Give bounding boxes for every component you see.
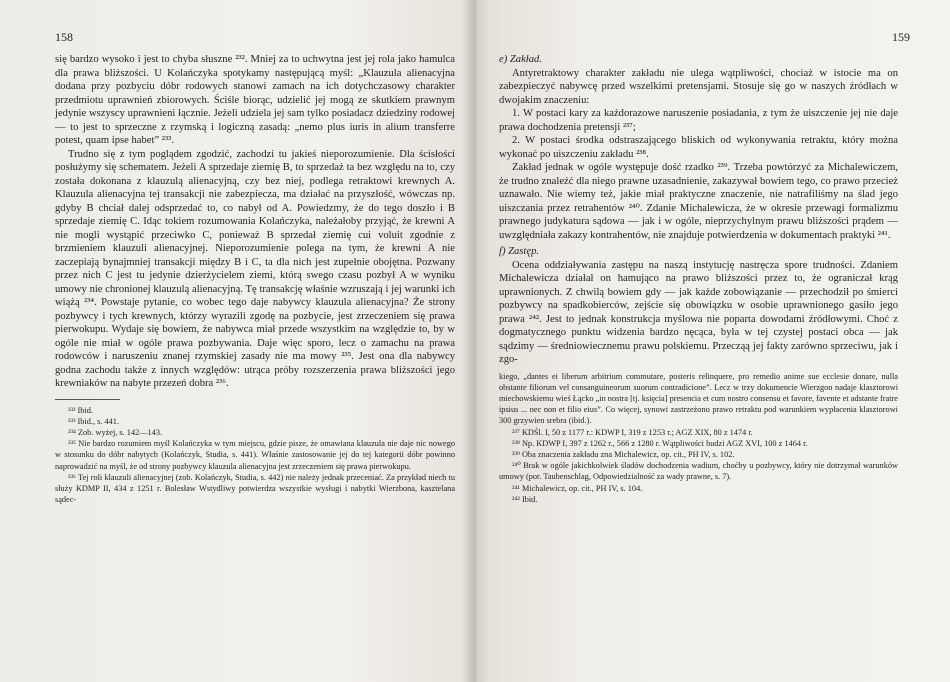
footnote: ²³⁵ Nie bardzo rozumiem myśl Kolańczyka w tym miejscu, gdzie pisze, że omawiana klauzula nie daje nic nowego w stosunku do dóbr nabytych (Kolańczyk, Studia, s. 441). Właśnie zastosowanie jej do tej kategorii dóbr powinno naprowadzić na myśl, że od strony pozbywcy klauzula alienacyjna jest zrzeczeniem się prawa pierwokupu. bbox=[55, 439, 455, 471]
page-number: 158 bbox=[55, 30, 73, 44]
footnote: ²³⁹ Oba znaczenia zakładu zna Michalewicz, op. cit., PH IV, s. 102. bbox=[512, 449, 735, 459]
footnote-divider bbox=[55, 399, 120, 400]
footnote: kiego, „dantes ei liberum arbitrium commutare, posteris relinquere, pro remedio anime sue ecclesie donare, nulla obstante filiorum vel consanguineorum suorum contradicione”. Lecz w trzy dokumencie Wierzgon nadaje klasztorowi miechowskiemu wieś Łącko „in nostra [tj. księcia] presencia et cum nostro consensu et favore, favente et adstante fratre ipsius ... nec non et filio eius”. Co więcej, synowi zastrzeżono prawo retraktu pod warunkiem wypłacenia klasztorowi 300 grzywien srebra (ibid.). bbox=[499, 371, 898, 426]
paragraph: się bardzo wysoko i jest to chyba słuszne ²³². Mniej za to uchwytna jest jej rola jako hamulca dla prawa bliższości. U Kolańczyka spotykamy następującą myśl: „Klauzula alienacyjna dodana przy pozbyciu dóbr rodowych stanowi zamach na ich dotychczasowy charakter przedmiotu uprawnień zbiorowych. Ściśle biorąc, udzielić jej mogą ze skutkiem prawnym jedynie wszyscy uprawnieni łącznie. Jeżeli udziela jej sam tylko posiadacz dziedziny rodowej — to jest to sprzeczne z rzymską i logiczną zasadą: „nemo plus iuris in alium transferre potest, quam ipse habet” ²³³. bbox=[55, 54, 455, 146]
footnote: ²³⁶ Tej roli klauzuli alienacyjnej (zob. Kolańczyk, Studia, s. 442) nie należy jednak przeceniać. Za przykład niech tu służy KDMP II, 434 z 1251 r. Bolesław Wstydliwy potwierdza wszystkie wysługi i nabytki Wierzbona, kasztelana sądec- bbox=[55, 472, 455, 505]
paragraph: 1. W postaci kary za każdorazowe naruszenie posiadania, z tym że uiszczenie jej nie daje prawa dochodzenia pretensji ²³⁷; bbox=[499, 108, 898, 133]
footnotes bbox=[499, 371, 898, 505]
footnote: ²³³ Ibid., s. 441. bbox=[68, 416, 120, 426]
page-body bbox=[499, 53, 898, 367]
paragraph: Trudno się z tym poglądem zgodzić, zachodzi tu jakieś nieporozumienie. Dla ścisłości posłużymy się schematem. Jeżeli A sprzedaje ziemię B, to sprzedaż ta bez względu na to, czy została dokonana z klauzulą alienacyjną, czy bez niej, podlega retraktowi krewnych A. Klauzula alienacyjna tej transakcji nie zabezpiecza, ma działać na przyszłość, wówczas np. gdyby B chciał dalej odsprzedać to, co nabył od A. Powiedzmy, że do tego doszło i B sprzedaje ziemię C. Idąc tokiem rozumowania Kolańczyka, należałoby przyjąć, że krewni A nie mogli wystąpić przeciwko C, ponieważ B sprzedał ziemię cui voluit zgodnie z brzmieniem klauzuli alienacyjnej. Nieporozumienie polega na tym, że krewni A nie zaczepiają bynajmniej transakcji między B i C, ta dla nich jest zupełnie obojętna. Pozwany przez nich C jest tu jedynie dzierżycielem ziemi, którą swego czasu pozbył A w wyniku umowy nie chronionej klauzulą alienacyjną. Tę transakcję właśnie wzruszają i jej warunki ich wiążą ²³⁴. Powstaje pytanie, co wobec tego daje nabywcy klauzula alienacyjna? Że strony pozbywcy i tych krewnych, którzy wyrazili zgodę na pozbycie, jest zrzeczeniem się prawa pierwokupu. Wydaje się bowiem, że nabywca miał przede wszystkim na względzie to, by w ogóle nie miał w ogóle prawa pozbywania. Daje więc sporo, lecz o zamachu na prawa rodowców i naruszeniu znanej rzymskiej zasady nie ma mowy ²³⁵. Jest ona dla nabywcy godna zachodu także z innych względów: utrąca próby rozszerzenia prawa bliższości jego krewniaków na nabyte przezeń dobra ²³⁶. bbox=[55, 148, 455, 389]
footnote: ²³² Ibid. bbox=[68, 405, 93, 415]
footnote: ²³⁷ KDŚl. I, 50 z 1177 r.: KDWP I, 319 z 1253 r.; AGZ XIX, 80 z 1474 r. bbox=[512, 427, 753, 437]
section-heading: e) Zakład. bbox=[499, 54, 542, 65]
page-number: 159 bbox=[892, 30, 910, 44]
paragraph: Antyretraktowy charakter zakładu nie ulega wątpliwości, chociaż w istocie ma on zabezpieczyć nabywcę przed wszelkimi pretensjami. Stosuje się go w naszych źródłach w dwojakim znaczeniu: bbox=[499, 67, 898, 106]
footnote: ²⁴² Ibid. bbox=[512, 494, 538, 504]
footnotes bbox=[55, 405, 455, 506]
footnote: ²³⁸ Np. KDWP I, 397 z 1262 r., 566 z 1280 r. Wątpliwości budzi AGZ XVI, 100 z 1464 r. bbox=[512, 438, 808, 448]
right-page bbox=[475, 0, 950, 682]
footnote: ²⁴¹ Michalewicz, op. cit., PH IV, s. 104. bbox=[512, 483, 643, 493]
page-body bbox=[55, 53, 455, 391]
paragraph: Ocena oddziaływania zastępu na naszą instytucję nastręcza spore trudności. Zdaniem Michalewicza działał on hamująco na prawo bliższości przez to, że ograniczał krąg uprawnionych. Z chwilą bowiem gdy — jak każde zobowiązanie — przechodził po śmierci pozbywcy na spadkobierców, zejście się obowiązku w osobie uprawnionego gasiło jego prawa ²⁴². Jest to jednak konstrukcja myślowa nie poparta dowodami źródłowymi. Choć z dogmatycznego punktu widzenia bardzo nęcąca, była w tej czystej postaci obca — jak sądzimy — średniowiecznemu prawu polskiemu. Przecząą jej fakty zarówno sprzeciwu, jak i zgo- bbox=[499, 259, 898, 365]
footnote: ²³⁴ Zob. wyżej, s. 142—143. bbox=[68, 427, 163, 437]
footnote: ²⁴⁰ Brak w ogóle jakichkolwiek śladów dochodzenia wadium, choćby u pozbywcy, który nie dotrzymał warunków umowy (por. Taubenschlag, Odpowiedzialność za wady prawne, s. 7). bbox=[499, 461, 898, 482]
section-heading: f) Zastęp. bbox=[499, 246, 540, 257]
paragraph: Zakład jednak w ogóle występuje dość rzadko ²³⁹. Trzeba powtórzyć za Michalewiczem, że trudno znaleźć dla niego prawne uzasadnienie, zakazywał bowiem tego, co prawo przecież uznawało. Nie wiemy też, jakie miał praktyczne znaczenie, nie natrafiliśmy na ślad jego uiszczania przez retrahentów ²⁴⁰. Zdanie Michalewicza, że w okresie przewagi formalizmu prawnego judykatura sądowa — jak i w ogóle, nieprzychylnym prawu bliższości prądem — uwzględniała zakazy kontrahentów, nie znajduje potwierdzenia w dokumentach praktyki ²⁴¹. bbox=[499, 162, 898, 241]
paragraph: 2. W postaci środka odstraszającego bliskich od wykonywania retraktu, który można wykonać po uiszczeniu zakładu ²³⁸. bbox=[499, 135, 898, 160]
